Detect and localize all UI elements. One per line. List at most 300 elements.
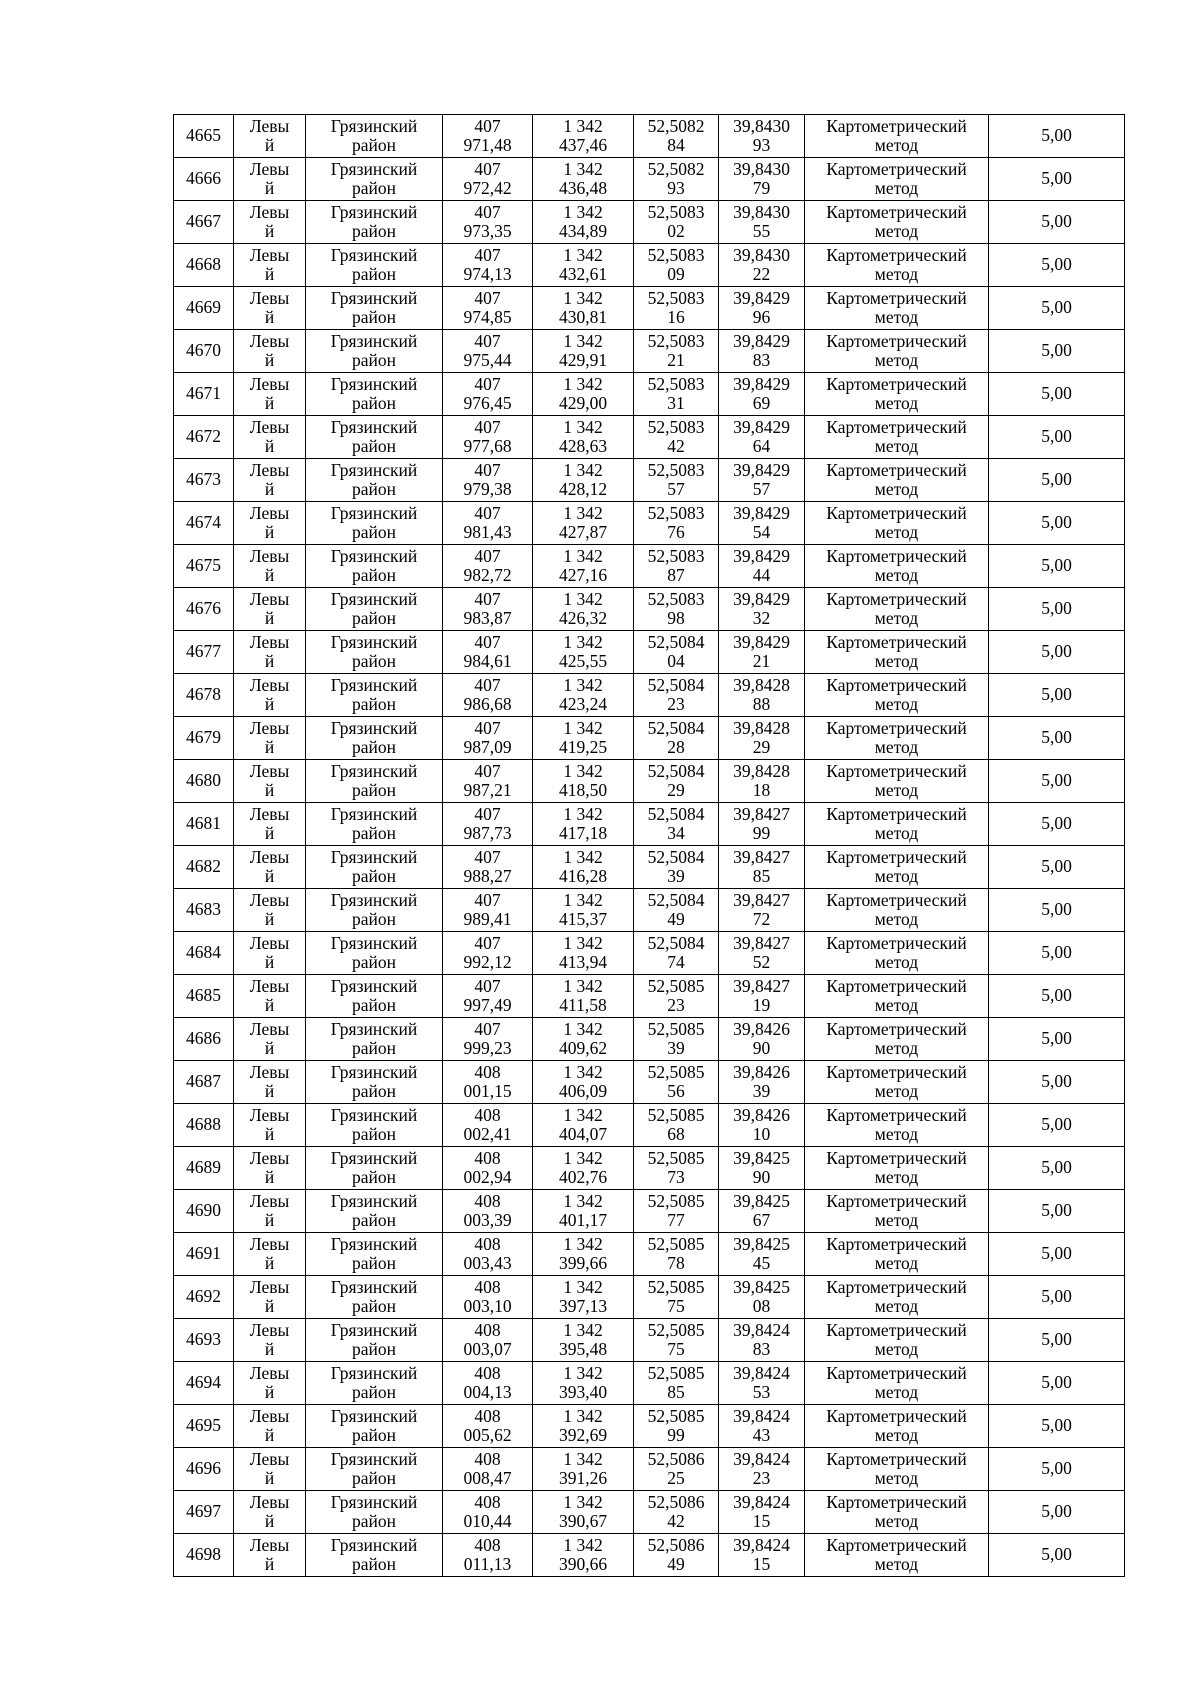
x-coordinate-cell [443, 975, 533, 1018]
table-row [174, 201, 1125, 244]
latitude-cell-text: 52,5083 31 [647, 373, 705, 413]
method-cell [805, 330, 989, 373]
x-coordinate-cell-text: 407 977,68 [463, 416, 512, 456]
point-number-cell [174, 1319, 234, 1362]
x-coordinate-cell [443, 115, 533, 158]
district-cell-text: Грязинский район [330, 1405, 418, 1445]
y-coordinate-cell [533, 932, 634, 975]
point-number-cell-text: 4690 [186, 1200, 221, 1221]
longitude-cell [719, 1233, 805, 1276]
longitude-cell-text: 39,8426 10 [733, 1104, 790, 1144]
bank-side-cell-text: Левы й [249, 674, 290, 714]
longitude-cell [719, 889, 805, 932]
district-cell [306, 330, 443, 373]
x-coordinate-cell-text: 407 987,09 [463, 717, 512, 757]
longitude-cell [719, 1491, 805, 1534]
latitude-cell-text: 52,5083 21 [647, 330, 705, 370]
x-coordinate-cell [443, 588, 533, 631]
table-row [174, 1104, 1125, 1147]
method-cell-text: Картометрический метод [826, 975, 967, 1015]
longitude-cell [719, 1534, 805, 1577]
point-number-cell [174, 330, 234, 373]
longitude-cell [719, 115, 805, 158]
longitude-cell [719, 330, 805, 373]
bank-side-cell-text: Левы й [249, 932, 290, 972]
accuracy-cell [989, 1190, 1125, 1233]
y-coordinate-cell-text: 1 342 417,18 [558, 803, 608, 843]
bank-side-cell [234, 1190, 306, 1233]
district-cell-text: Грязинский район [330, 1061, 418, 1101]
y-coordinate-cell-text: 1 342 418,50 [558, 760, 608, 800]
method-cell-text: Картометрический метод [826, 1190, 967, 1230]
x-coordinate-cell [443, 1491, 533, 1534]
method-cell-text: Картометрический метод [826, 158, 967, 198]
accuracy-cell-text: 5,00 [1041, 340, 1072, 361]
bank-side-cell-text: Левы й [249, 1018, 290, 1058]
accuracy-cell [989, 1405, 1125, 1448]
method-cell-text: Картометрический метод [826, 1534, 967, 1574]
latitude-cell-text: 52,5084 49 [647, 889, 705, 929]
x-coordinate-cell [443, 158, 533, 201]
x-coordinate-cell [443, 502, 533, 545]
table-row [174, 932, 1125, 975]
latitude-cell [634, 889, 719, 932]
district-cell-text: Грязинский район [330, 1362, 418, 1402]
y-coordinate-cell [533, 1448, 634, 1491]
x-coordinate-cell [443, 244, 533, 287]
x-coordinate-cell-text: 407 972,42 [463, 158, 512, 198]
latitude-cell [634, 330, 719, 373]
accuracy-cell [989, 201, 1125, 244]
method-cell-text: Картометрический метод [826, 1491, 967, 1531]
district-cell-text: Грязинский район [330, 1018, 418, 1058]
latitude-cell [634, 588, 719, 631]
accuracy-cell-text: 5,00 [1041, 770, 1072, 791]
accuracy-cell-text: 5,00 [1041, 168, 1072, 189]
longitude-cell-text: 39,8428 29 [733, 717, 790, 757]
accuracy-cell [989, 416, 1125, 459]
longitude-cell [719, 1319, 805, 1362]
district-cell [306, 244, 443, 287]
longitude-cell [719, 588, 805, 631]
y-coordinate-cell [533, 889, 634, 932]
x-coordinate-cell [443, 1405, 533, 1448]
accuracy-cell [989, 717, 1125, 760]
point-number-cell-text: 4674 [186, 512, 221, 533]
district-cell [306, 1061, 443, 1104]
latitude-cell [634, 1147, 719, 1190]
accuracy-cell [989, 1233, 1125, 1276]
table-row [174, 115, 1125, 158]
latitude-cell-text: 52,5086 49 [647, 1534, 705, 1574]
longitude-cell [719, 1147, 805, 1190]
x-coordinate-cell-text: 407 979,38 [463, 459, 512, 499]
district-cell [306, 373, 443, 416]
accuracy-cell [989, 115, 1125, 158]
point-number-cell-text: 4692 [186, 1286, 221, 1307]
table-row [174, 1190, 1125, 1233]
table-row [174, 889, 1125, 932]
longitude-cell-text: 39,8427 52 [733, 932, 790, 972]
latitude-cell-text: 52,5083 76 [647, 502, 705, 542]
x-coordinate-cell-text: 407 976,45 [463, 373, 512, 413]
point-number-cell [174, 1534, 234, 1577]
longitude-cell-text: 39,8424 43 [733, 1405, 790, 1445]
longitude-cell-text: 39,8427 85 [733, 846, 790, 886]
district-cell [306, 1233, 443, 1276]
latitude-cell-text: 52,5082 84 [647, 115, 705, 155]
accuracy-cell [989, 975, 1125, 1018]
latitude-cell-text: 52,5085 75 [647, 1276, 705, 1316]
x-coordinate-cell [443, 1534, 533, 1577]
accuracy-cell [989, 889, 1125, 932]
point-number-cell-text: 4689 [186, 1157, 221, 1178]
point-number-cell-text: 4680 [186, 770, 221, 791]
bank-side-cell-text: Левы й [249, 846, 290, 886]
point-number-cell [174, 158, 234, 201]
longitude-cell [719, 631, 805, 674]
y-coordinate-cell-text: 1 342 411,58 [559, 975, 607, 1015]
method-cell-text: Картометрический метод [826, 1233, 967, 1273]
table-row [174, 1319, 1125, 1362]
y-coordinate-cell [533, 1104, 634, 1147]
latitude-cell-text: 52,5083 09 [647, 244, 705, 284]
latitude-cell [634, 1491, 719, 1534]
district-cell [306, 1534, 443, 1577]
district-cell-text: Грязинский район [330, 287, 418, 327]
latitude-cell-text: 52,5085 39 [647, 1018, 705, 1058]
y-coordinate-cell [533, 201, 634, 244]
bank-side-cell [234, 545, 306, 588]
y-coordinate-cell-text: 1 342 397,13 [558, 1276, 608, 1316]
accuracy-cell-text: 5,00 [1041, 1114, 1072, 1135]
x-coordinate-cell-text: 407 971,48 [463, 115, 512, 155]
x-coordinate-cell [443, 1276, 533, 1319]
y-coordinate-cell [533, 588, 634, 631]
longitude-cell [719, 373, 805, 416]
district-cell-text: Грязинский район [330, 545, 418, 585]
longitude-cell [719, 932, 805, 975]
latitude-cell [634, 115, 719, 158]
district-cell-text: Грязинский район [330, 1190, 418, 1230]
bank-side-cell [234, 1405, 306, 1448]
latitude-cell [634, 717, 719, 760]
y-coordinate-cell [533, 1362, 634, 1405]
method-cell-text: Картометрический метод [826, 1147, 967, 1187]
bank-side-cell [234, 846, 306, 889]
table-row [174, 244, 1125, 287]
y-coordinate-cell-text: 1 342 401,17 [558, 1190, 608, 1230]
latitude-cell-text: 52,5085 75 [647, 1319, 705, 1359]
bank-side-cell [234, 1491, 306, 1534]
longitude-cell-text: 39,8429 32 [733, 588, 790, 628]
y-coordinate-cell [533, 846, 634, 889]
x-coordinate-cell [443, 373, 533, 416]
y-coordinate-cell [533, 115, 634, 158]
district-cell [306, 416, 443, 459]
district-cell [306, 545, 443, 588]
district-cell [306, 1362, 443, 1405]
accuracy-cell [989, 1147, 1125, 1190]
bank-side-cell [234, 244, 306, 287]
bank-side-cell [234, 330, 306, 373]
accuracy-cell-text: 5,00 [1041, 125, 1072, 146]
district-cell [306, 1104, 443, 1147]
longitude-cell [719, 1362, 805, 1405]
longitude-cell [719, 1405, 805, 1448]
longitude-cell-text: 39,8429 21 [733, 631, 790, 671]
method-cell-text: Картометрический метод [826, 115, 967, 155]
y-coordinate-cell [533, 1018, 634, 1061]
district-cell [306, 459, 443, 502]
y-coordinate-cell [533, 1405, 634, 1448]
method-cell [805, 1104, 989, 1147]
district-cell-text: Грязинский район [330, 459, 418, 499]
longitude-cell-text: 39,8427 72 [733, 889, 790, 929]
point-number-cell-text: 4697 [186, 1501, 221, 1522]
latitude-cell-text: 52,5084 74 [647, 932, 705, 972]
point-number-cell-text: 4693 [186, 1329, 221, 1350]
method-cell [805, 373, 989, 416]
y-coordinate-cell-text: 1 342 413,94 [558, 932, 608, 972]
method-cell-text: Картометрический метод [826, 545, 967, 585]
bank-side-cell [234, 1061, 306, 1104]
x-coordinate-cell-text: 408 002,94 [463, 1147, 512, 1187]
table-row [174, 1018, 1125, 1061]
x-coordinate-cell [443, 846, 533, 889]
point-number-cell-text: 4666 [186, 168, 221, 189]
x-coordinate-cell-text: 408 002,41 [463, 1104, 512, 1144]
bank-side-cell [234, 459, 306, 502]
point-number-cell [174, 416, 234, 459]
method-cell-text: Картометрический метод [826, 1448, 967, 1488]
latitude-cell [634, 803, 719, 846]
bank-side-cell-text: Левы й [249, 1448, 290, 1488]
method-cell-text: Картометрический метод [826, 932, 967, 972]
latitude-cell [634, 932, 719, 975]
longitude-cell-text: 39,8428 18 [733, 760, 790, 800]
latitude-cell-text: 52,5085 23 [647, 975, 705, 1015]
longitude-cell-text: 39,8429 69 [733, 373, 790, 413]
bank-side-cell-text: Левы й [249, 1233, 290, 1273]
method-cell-text: Картометрический метод [826, 287, 967, 327]
longitude-cell [719, 201, 805, 244]
point-number-cell-text: 4669 [186, 297, 221, 318]
table-row [174, 373, 1125, 416]
district-cell-text: Грязинский район [330, 330, 418, 370]
district-cell-text: Грязинский район [330, 1233, 418, 1273]
y-coordinate-cell-text: 1 342 395,48 [558, 1319, 608, 1359]
x-coordinate-cell-text: 408 003,07 [463, 1319, 512, 1359]
method-cell-text: Картометрический метод [826, 803, 967, 843]
table-row [174, 1491, 1125, 1534]
point-number-cell [174, 1233, 234, 1276]
method-cell [805, 244, 989, 287]
point-number-cell [174, 1018, 234, 1061]
x-coordinate-cell-text: 407 992,12 [463, 932, 512, 972]
bank-side-cell-text: Левы й [249, 416, 290, 456]
longitude-cell-text: 39,8429 54 [733, 502, 790, 542]
bank-side-cell [234, 1319, 306, 1362]
x-coordinate-cell [443, 1147, 533, 1190]
longitude-cell [719, 975, 805, 1018]
point-number-cell [174, 932, 234, 975]
district-cell [306, 201, 443, 244]
method-cell [805, 1362, 989, 1405]
table-body [174, 115, 1125, 1577]
bank-side-cell [234, 1534, 306, 1577]
district-cell [306, 1018, 443, 1061]
method-cell [805, 1448, 989, 1491]
point-number-cell-text: 4695 [186, 1415, 221, 1436]
method-cell [805, 803, 989, 846]
district-cell [306, 1190, 443, 1233]
longitude-cell-text: 39,8425 45 [733, 1233, 790, 1273]
y-coordinate-cell-text: 1 342 427,87 [558, 502, 608, 542]
x-coordinate-cell-text: 407 983,87 [463, 588, 512, 628]
y-coordinate-cell [533, 287, 634, 330]
point-number-cell [174, 201, 234, 244]
accuracy-cell-text: 5,00 [1041, 1415, 1072, 1436]
latitude-cell [634, 760, 719, 803]
y-coordinate-cell [533, 1491, 634, 1534]
point-number-cell-text: 4681 [186, 813, 221, 834]
accuracy-cell-text: 5,00 [1041, 598, 1072, 619]
district-cell-text: Грязинский район [330, 115, 418, 155]
longitude-cell [719, 459, 805, 502]
accuracy-cell-text: 5,00 [1041, 1243, 1072, 1264]
bank-side-cell-text: Левы й [249, 975, 290, 1015]
x-coordinate-cell [443, 545, 533, 588]
accuracy-cell [989, 674, 1125, 717]
method-cell [805, 1233, 989, 1276]
longitude-cell [719, 244, 805, 287]
district-cell [306, 1405, 443, 1448]
method-cell-text: Картометрический метод [826, 674, 967, 714]
longitude-cell [719, 1276, 805, 1319]
latitude-cell-text: 52,5083 16 [647, 287, 705, 327]
bank-side-cell-text: Левы й [249, 459, 290, 499]
latitude-cell [634, 373, 719, 416]
longitude-cell-text: 39,8430 79 [733, 158, 790, 198]
accuracy-cell [989, 1534, 1125, 1577]
district-cell-text: Грязинский район [330, 846, 418, 886]
x-coordinate-cell [443, 932, 533, 975]
latitude-cell-text: 52,5083 02 [647, 201, 705, 241]
x-coordinate-cell-text: 407 986,68 [463, 674, 512, 714]
y-coordinate-cell-text: 1 342 428,12 [558, 459, 608, 499]
y-coordinate-cell [533, 760, 634, 803]
x-coordinate-cell-text: 407 988,27 [463, 846, 512, 886]
bank-side-cell [234, 803, 306, 846]
y-coordinate-cell [533, 803, 634, 846]
x-coordinate-cell [443, 717, 533, 760]
latitude-cell-text: 52,5085 99 [647, 1405, 705, 1445]
method-cell-text: Картометрический метод [826, 502, 967, 542]
bank-side-cell [234, 1147, 306, 1190]
district-cell-text: Грязинский район [330, 158, 418, 198]
district-cell-text: Грязинский район [330, 502, 418, 542]
latitude-cell [634, 244, 719, 287]
y-coordinate-cell [533, 674, 634, 717]
longitude-cell [719, 1448, 805, 1491]
x-coordinate-cell-text: 408 010,44 [463, 1491, 512, 1531]
table-row [174, 158, 1125, 201]
point-number-cell [174, 244, 234, 287]
accuracy-cell-text: 5,00 [1041, 813, 1072, 834]
accuracy-cell-text: 5,00 [1041, 1286, 1072, 1307]
table-row [174, 287, 1125, 330]
latitude-cell [634, 1018, 719, 1061]
x-coordinate-cell-text: 408 003,10 [463, 1276, 512, 1316]
y-coordinate-cell-text: 1 342 402,76 [558, 1147, 608, 1187]
accuracy-cell-text: 5,00 [1041, 1458, 1072, 1479]
district-cell [306, 803, 443, 846]
y-coordinate-cell-text: 1 342 429,00 [558, 373, 608, 413]
district-cell [306, 846, 443, 889]
x-coordinate-cell [443, 631, 533, 674]
x-coordinate-cell [443, 1190, 533, 1233]
y-coordinate-cell-text: 1 342 428,63 [558, 416, 608, 456]
longitude-cell [719, 846, 805, 889]
latitude-cell [634, 1319, 719, 1362]
point-number-cell [174, 502, 234, 545]
bank-side-cell-text: Левы й [249, 717, 290, 757]
point-number-cell [174, 287, 234, 330]
bank-side-cell-text: Левы й [249, 803, 290, 843]
point-number-cell-text: 4683 [186, 899, 221, 920]
accuracy-cell-text: 5,00 [1041, 297, 1072, 318]
table-row [174, 1405, 1125, 1448]
method-cell [805, 158, 989, 201]
method-cell [805, 1405, 989, 1448]
district-cell-text: Грязинский район [330, 1319, 418, 1359]
latitude-cell-text: 52,5085 77 [647, 1190, 705, 1230]
y-coordinate-cell-text: 1 342 390,66 [558, 1534, 608, 1574]
point-number-cell [174, 545, 234, 588]
longitude-cell-text: 39,8430 55 [733, 201, 790, 241]
district-cell [306, 717, 443, 760]
accuracy-cell [989, 1061, 1125, 1104]
method-cell-text: Картометрический метод [826, 631, 967, 671]
bank-side-cell [234, 932, 306, 975]
method-cell-text: Картометрический метод [826, 846, 967, 886]
method-cell [805, 674, 989, 717]
x-coordinate-cell-text: 407 973,35 [463, 201, 512, 241]
table-row [174, 1534, 1125, 1577]
point-number-cell [174, 1405, 234, 1448]
longitude-cell-text: 39,8429 96 [733, 287, 790, 327]
bank-side-cell [234, 115, 306, 158]
method-cell-text: Картометрический метод [826, 330, 967, 370]
district-cell [306, 674, 443, 717]
accuracy-cell-text: 5,00 [1041, 942, 1072, 963]
accuracy-cell [989, 588, 1125, 631]
latitude-cell-text: 52,5084 23 [647, 674, 705, 714]
y-coordinate-cell [533, 1061, 634, 1104]
accuracy-cell-text: 5,00 [1041, 211, 1072, 232]
method-cell-text: Картометрический метод [826, 1405, 967, 1445]
table-row [174, 545, 1125, 588]
accuracy-cell [989, 1491, 1125, 1534]
latitude-cell [634, 1276, 719, 1319]
latitude-cell-text: 52,5084 28 [647, 717, 705, 757]
longitude-cell-text: 39,8424 53 [733, 1362, 790, 1402]
method-cell-text: Картометрический метод [826, 889, 967, 929]
table-row [174, 1233, 1125, 1276]
bank-side-cell-text: Левы й [249, 631, 290, 671]
accuracy-cell-text: 5,00 [1041, 555, 1072, 576]
